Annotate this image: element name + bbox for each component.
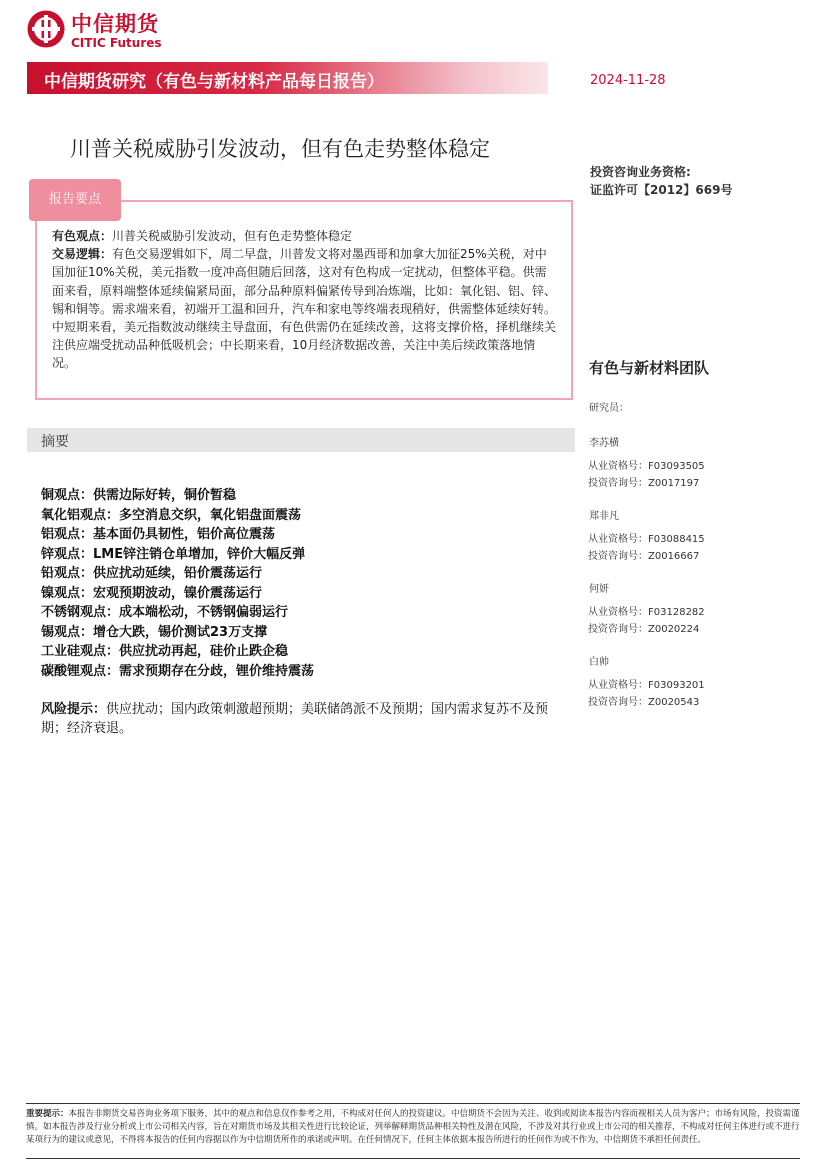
brand-name-cn: 中信期货 xyxy=(71,12,159,36)
footer-divider xyxy=(26,1103,800,1104)
view-item-lithium-carbonate: 碳酸锂观点：需求预期存在分歧，锂价维持震荡 xyxy=(41,663,315,679)
researcher-qualification: 从业资格号：F03128282 xyxy=(588,607,705,618)
view-item-aluminum: 铝观点：基本面仍具韧性，铝价高位震荡 xyxy=(41,527,276,542)
citic-logo-icon xyxy=(26,9,66,49)
report-date: 2024-11-28 xyxy=(590,73,666,88)
document-title: 川普关税威胁引发波动，但有色走势整体稳定 xyxy=(70,137,490,161)
researcher-card xyxy=(589,434,705,492)
researcher-advisory-number: 投资咨询号：Z0020543 xyxy=(588,697,700,708)
view-item-industrial-silicon: 工业硅观点：供应扰动再起，硅价止跌企稳 xyxy=(41,644,289,659)
license-number: 证监许可【2012】669号 xyxy=(590,183,733,197)
logic-text: 有色交易逻辑如下，周二早盘，川普发文将对墨西哥和加拿大加征25%关税，对中国加征10%关税，美元指数一度冲高但随后回落，这对有色构成一定扰动，但整体平稳。供需面来看，原料端整体延续偏紧局面，部分品种原料偏紧传导到冶炼端，比如：氧化铝、铝、锌、锡和铜等。需求端来看，初端开工温和回升，汽车和家电等终端表现稍好，供需整体延续好转。中短期来看，美元指数波动继续主导盘面，有色供需仍在延续改善，这将支撑价格，择机继续关注供应端受扰动品种低吸机会；中长期来看，10月经济数据改善，关注中美后续政策落地情况。 xyxy=(52,247,557,371)
view-item-lead: 铅观点：供应扰动延续，铅价震荡运行 xyxy=(41,566,263,581)
researcher-name: 李苏横 xyxy=(589,438,619,449)
researcher-advisory-number: 投资咨询号：Z0020224 xyxy=(588,624,700,635)
risk-warning xyxy=(41,700,551,738)
disclaimer xyxy=(26,1108,800,1147)
view-item-copper: 铜观点：供需边际好转，铜价暂稳 xyxy=(41,488,237,503)
researcher-card xyxy=(589,507,705,565)
researcher-qualification: 从业资格号：F03093201 xyxy=(588,680,705,691)
researcher-advisory-number: 投资咨询号：Z0016667 xyxy=(588,551,700,562)
researcher-card xyxy=(589,653,705,711)
summary-bar xyxy=(27,428,575,452)
researcher-name: 何妍 xyxy=(589,584,609,595)
views-list xyxy=(41,486,551,681)
key-points-content xyxy=(52,227,558,373)
brand-name-en: CITIC Futures xyxy=(71,36,162,50)
view-item-stainless-steel: 不锈钢观点：成本端松动，不锈钢偏弱运行 xyxy=(41,605,289,620)
header-title: 中信期货研究（有色与新材料产品每日报告） xyxy=(44,72,384,92)
view-label: 有色观点： xyxy=(52,229,113,243)
researcher-name: 白帅 xyxy=(589,657,609,668)
license-label: 投资咨询业务资格: xyxy=(590,165,691,179)
disclaimer-label: 重要提示： xyxy=(26,1109,69,1119)
key-points-tab: 报告要点 xyxy=(29,179,121,221)
researcher-name: 郑非凡 xyxy=(589,511,619,522)
view-item-nickel: 镍观点：宏观预期波动，镍价震荡运行 xyxy=(41,585,263,601)
disclaimer-text: 本报告非期货交易咨询业务项下服务，其中的观点和信息仅作参考之用，不构成对任何人的投资建议。中信期货不会因为关注、收到或阅读本报告内容而视相关人员为客户；市场有风险，投资需谨慎。如本报告涉及行业分析或上市公司相关内容，旨在对期货市场及其相关性进行比较论证，列举解释期货品种相关特性及潜在风险，不涉及对其行业或上市公司的相关推荐，不构成对任何主体进行或不进行某项行为的建议或意见，不得将本报告的任何内容据以作为中信期货所作的承诺或声明。在任何情况下，任何主体依据本报告所进行的任何作为或不作为，中信期货不承担任何责任。 xyxy=(26,1109,800,1145)
risk-text: 供应扰动；国内政策刺激超预期；美联储鸽派不及预期；国内需求复苏不及预期；经济衰退。 xyxy=(41,702,549,736)
team-title: 有色与新材料团队 xyxy=(589,359,710,377)
researcher-card xyxy=(589,580,705,638)
logic-paragraph xyxy=(52,245,558,372)
researcher-advisory-number: 投资咨询号：Z0017197 xyxy=(588,478,700,489)
view-text: 川普关税威胁引发波动，但有色走势整体稳定 xyxy=(112,229,353,243)
researcher-qualification: 从业资格号：F03093505 xyxy=(588,461,705,472)
footer-divider xyxy=(26,1158,800,1159)
view-item-alumina: 氧化铝观点：多空消息交织，氧化铝盘面震荡 xyxy=(41,507,302,523)
summary-label: 摘要 xyxy=(41,434,69,450)
risk-label: 风险提示： xyxy=(41,702,107,717)
view-item-tin: 锡观点：增仓大跌，锡价测试23万支撑 xyxy=(41,624,268,640)
researcher-label: 研究员： xyxy=(589,403,629,414)
view-item-zinc: 锌观点：LME锌注销仓单增加，锌价大幅反弹 xyxy=(41,546,306,562)
view-paragraph xyxy=(52,227,558,245)
researcher-qualification: 从业资格号：F03088415 xyxy=(588,534,705,545)
logic-label: 交易逻辑： xyxy=(52,247,113,262)
